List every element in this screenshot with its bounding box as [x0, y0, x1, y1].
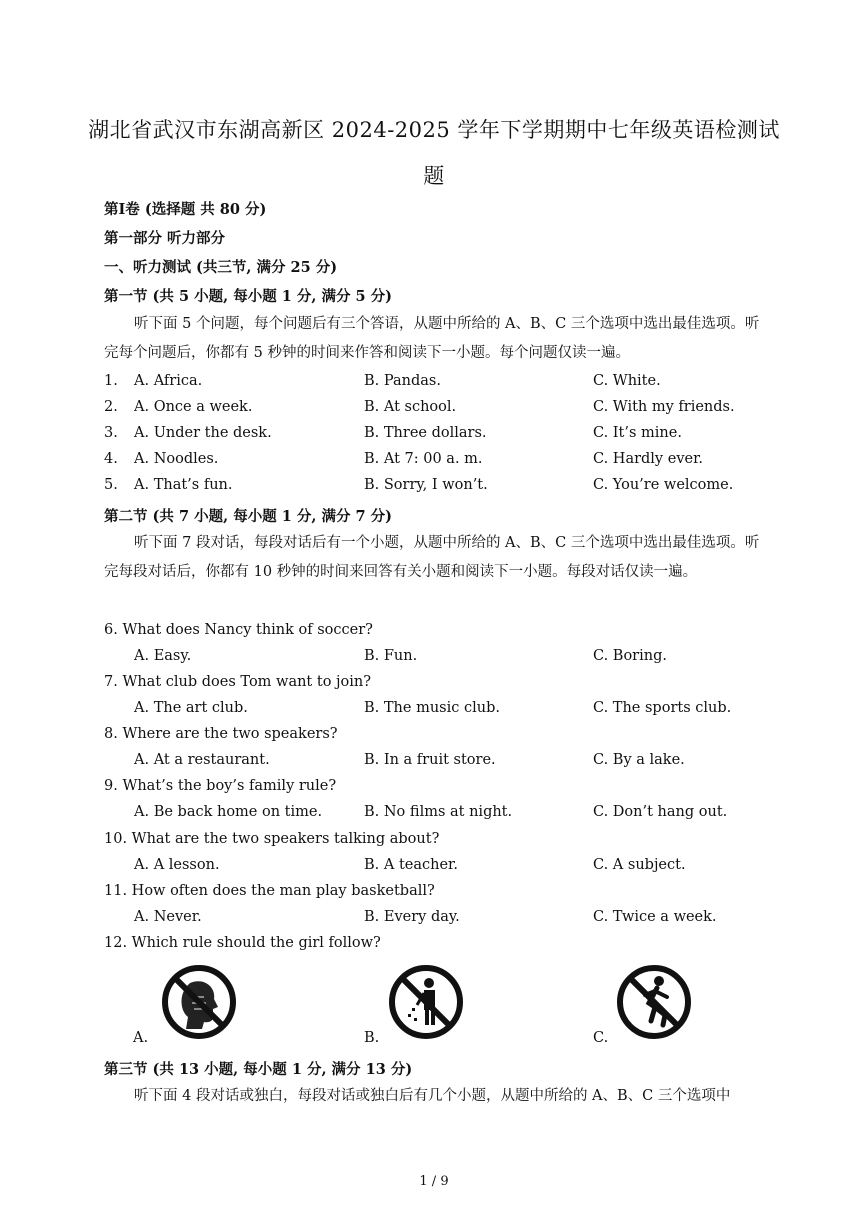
option-a: A. The art club. [134, 700, 248, 716]
option-row [104, 752, 784, 776]
question-number: 5. [104, 477, 118, 493]
option-c: C. It’s mine. [593, 425, 682, 441]
option-b: B. At school. [364, 399, 457, 415]
sec2-instructions: 听下面 7 段对话，每段对话后有一个小题，从题中所给的 A、B、C 三个选项中选出最佳选项。听完每段对话后，你都有 10 秒钟的时间来回答有关小题和阅读下一小题。每段对话仅读一遍。 [104, 535, 760, 580]
option-row [104, 648, 784, 672]
exam-title-line2: 题 [423, 164, 445, 188]
option-c: C. Hardly ever. [593, 451, 704, 467]
option-a: A. Under the desk. [134, 425, 272, 441]
option-c: C. By a lake. [593, 752, 685, 768]
question-stem: 6. What does Nancy think of soccer? [104, 622, 373, 638]
question-number: 4. [104, 451, 118, 467]
option-c: C. You’re welcome. [593, 477, 734, 493]
option-c: C. Boring. [593, 648, 667, 664]
option-a-label: A. [133, 1030, 149, 1046]
question-stem: 12. Which rule should the girl follow? [104, 935, 381, 951]
question-row [104, 477, 784, 501]
option-c: C. The sports club. [593, 700, 732, 716]
option-b: B. A teacher. [364, 857, 458, 873]
volume-heading: 第Ⅰ卷 (选择题 共 80 分) [104, 201, 267, 218]
sec2-heading: 第二节 (共 7 小题, 每小题 1 分, 满分 7 分) [104, 508, 393, 525]
no-talking-icon [160, 963, 238, 1041]
sec3-heading: 第三节 (共 13 小题, 每小题 1 分, 满分 13 分) [104, 1061, 413, 1078]
no-running-icon [615, 963, 693, 1041]
option-a: A. Africa. [134, 373, 203, 389]
option-row [104, 857, 784, 881]
option-b: B. Fun. [364, 648, 418, 664]
option-a: A. Never. [134, 909, 202, 925]
option-b: B. No films at night. [364, 804, 513, 820]
sec1-instructions: 听下面 5 个问题，每个问题后有三个答语，从题中所给的 A、B、C 三个选项中选出最佳选项。听完每个问题后，你都有 5 秒钟的时间来作答和阅读下一小题。每个问题仅读一遍。 [104, 316, 760, 361]
option-c: C. Twice a week. [593, 909, 717, 925]
section-heading: 一、听力测试 (共三节, 满分 25 分) [104, 259, 338, 276]
question-stem: 10. What are the two speakers talking about? [104, 831, 440, 847]
question-number: 1. [104, 373, 118, 389]
exam-title-line1: 湖北省武汉市东湖高新区 2024-2025 学年下学期期中七年级英语检测试 [88, 118, 780, 142]
question-row [104, 425, 784, 449]
option-b: B. Pandas. [364, 373, 441, 389]
option-b: B. Three dollars. [364, 425, 487, 441]
option-a: A. Be back home on time. [134, 804, 323, 820]
option-c-label: C. [593, 1030, 609, 1046]
option-a: A. At a restaurant. [134, 752, 270, 768]
option-b: B. The music club. [364, 700, 500, 716]
question-row [104, 451, 784, 475]
question-row [104, 399, 784, 423]
question-stem: 8. Where are the two speakers? [104, 726, 338, 742]
question-stem: 7. What club does Tom want to join? [104, 674, 372, 690]
question-stem: 9. What’s the boy’s family rule? [104, 778, 337, 794]
option-b-label: B. [364, 1030, 380, 1046]
page-number: 1 / 9 [419, 1174, 449, 1189]
option-b: B. In a fruit store. [364, 752, 496, 768]
option-b: B. Every day. [364, 909, 460, 925]
option-c: C. With my friends. [593, 399, 735, 415]
option-b: B. At 7: 00 a. m. [364, 451, 483, 467]
option-row [104, 700, 784, 724]
option-b: B. Sorry, I won’t. [364, 477, 488, 493]
option-c: C. A subject. [593, 857, 686, 873]
option-a: A. A lesson. [134, 857, 220, 873]
option-c: C. White. [593, 373, 661, 389]
question-number: 3. [104, 425, 118, 441]
question-number: 2. [104, 399, 118, 415]
option-a: A. Once a week. [134, 399, 253, 415]
option-a: A. Easy. [134, 648, 192, 664]
question-stem: 11. How often does the man play basketball? [104, 883, 435, 899]
option-row [104, 804, 784, 828]
sec1-heading: 第一节 (共 5 小题, 每小题 1 分, 满分 5 分) [104, 288, 393, 305]
question-row [104, 373, 784, 397]
option-row [104, 909, 784, 933]
no-littering-icon [387, 963, 465, 1041]
sec3-instructions: 听下面 4 段对话或独白，每段对话或独白后有几个小题，从题中所给的 A、B、C 三个选项中 [134, 1088, 731, 1104]
option-a: A. That’s fun. [134, 477, 233, 493]
part-heading: 第一部分 听力部分 [104, 230, 226, 247]
option-a: A. Noodles. [134, 451, 219, 467]
option-c: C. Don’t hang out. [593, 804, 728, 820]
